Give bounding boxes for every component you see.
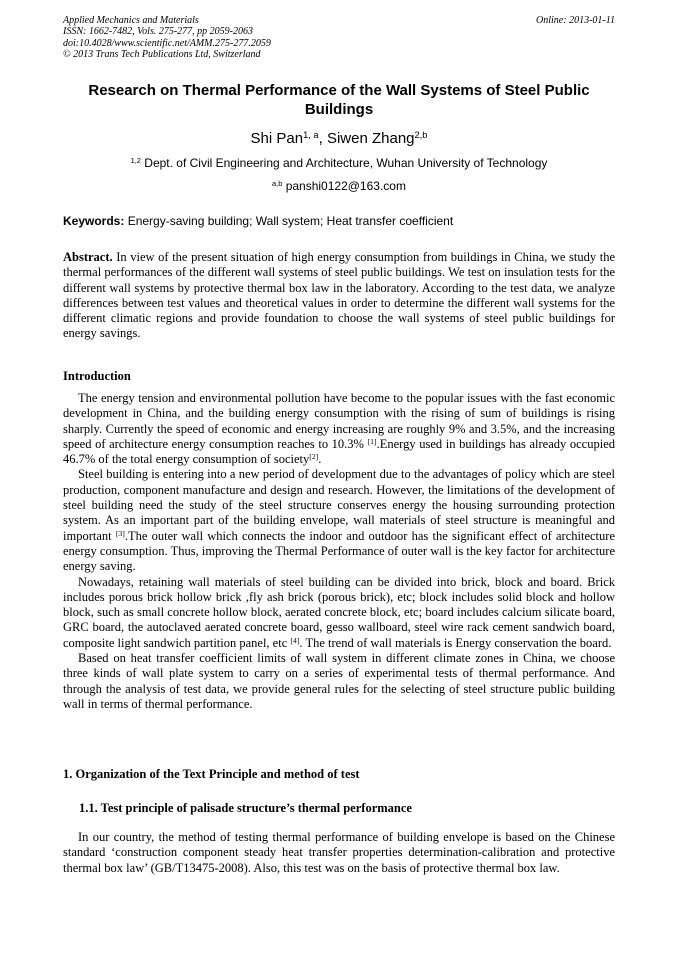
- section-1-1-paragraph: In our country, the method of testing thermal performance of building envelope is based on the Chinese standard ‘construction component steady heat transfer properties determination-calibration and protective thermal box law’ (GB/T13475-2008). Also, this test was on the basis of protective thermal box law.: [63, 830, 615, 875]
- intro-p3-text-b: . The trend of wall materials is Energy conservation the board.: [299, 635, 612, 650]
- affiliation-text: Dept. of Civil Engineering and Architecture, Wuhan University of Technology: [140, 156, 548, 170]
- citation-4: [4]: [290, 635, 300, 645]
- intro-paragraph-4: Based on heat transfer coefficient limits of wall system in different climate zones in China, we choose three kinds of wall plate system to carry on a series of experimental tests of thermal performance. And through the analysis of test data, we provide general rules for the selecting of steel structure public building wall in terms of thermal performance.: [63, 651, 615, 711]
- section-1-heading: 1. Organization of the Text Principle and method of test: [63, 767, 360, 781]
- citation-2: [2]: [309, 451, 319, 461]
- email-line: [63, 179, 615, 194]
- author-line: [63, 130, 615, 148]
- intro-p2-text-a: Steel building is entering into a new period of development due to the advantages of policy which are steel production, component manufacture and design and research. However, the limitations of the development of steel building need the study of the steel structure conserves energy the housing surrounding protection system. As an important part of the building envelope, wall materials of steel structure is meaningful and important: [63, 467, 615, 543]
- intro-paragraph-1: [63, 391, 615, 467]
- intro-p3-text-a: Nowadays, retaining wall materials of steel building can be divided into brick, block and board. Brick includes porous brick hollow brick ,fly ash brick (porous brick), etc; block includes solid block and hollow block, such as small concrete hollow block, aerated concrete block, etc; board includes calcium silicate board, GRC board, the autoclaved aerated concrete board, gesso wallboard, steel wire rack cement sandwich board, composite light sandwich partition panel, etc: [63, 574, 615, 650]
- intro-p1-text-a: The energy tension and environmental pollution have become to the popular issues with the fast economic development in China, and the building energy consumption with the rising of sum of buildings is rising sharply. Currently the speed of economic and energy increasing are roughly 9% and 3.5%, and the increasing speed of architecture energy consumption reaches to 10.3%: [63, 391, 615, 451]
- email-mark: a,b: [272, 178, 283, 188]
- intro-p1-text-b: .Energy used in buildings has already occupied 46.7% of the total energy consumption of society: [63, 436, 615, 467]
- citation-1: [1]: [367, 436, 377, 446]
- keywords-text: Energy-saving building; Wall system; Heat transfer coefficient: [124, 214, 454, 228]
- doi-line: doi:10.4028/www.scientific.net/AMM.275-277.2059: [63, 37, 271, 49]
- intro-paragraph-3: [63, 575, 615, 651]
- journal-header: [63, 15, 615, 61]
- journal-name: Applied Mechanics and Materials: [63, 15, 199, 26]
- section-1-1-heading: 1.1. Test principle of palisade structure’s thermal performance: [79, 801, 412, 815]
- copyright-line: © 2013 Trans Tech Publications Ltd, Switzerland: [63, 49, 261, 61]
- intro-p2-text-b: .The outer wall which connects the indoor and outdoor has the significant effect of architecture energy consumption. Thus, improving the Thermal Performance of outer wall is the key factor for architecture energy saving.: [63, 528, 615, 574]
- affiliation-mark: 1,2: [130, 155, 141, 165]
- online-date: Online: 2013-01-11: [536, 15, 615, 26]
- abstract: [63, 250, 615, 342]
- author-separator: ,: [318, 130, 327, 147]
- author-1: Shi Pan: [250, 130, 304, 147]
- keywords: [63, 214, 615, 229]
- introduction-heading: Introduction: [63, 369, 131, 383]
- intro-p1-text-c: .: [318, 452, 322, 467]
- author-1-affil-mark: 1, a: [303, 129, 319, 140]
- citation-3: [3]: [115, 528, 125, 538]
- email-address[interactable]: panshi0122@163.com: [282, 179, 406, 193]
- intro-paragraph-2: [63, 467, 615, 574]
- paper-title: Research on Thermal Performance of the Wall Systems of Steel Public Buildings: [88, 82, 590, 118]
- keywords-label: Keywords:: [63, 214, 125, 228]
- introduction-body: [63, 391, 615, 712]
- abstract-text: In view of the present situation of high energy consumption from buildings in China, we study the thermal performances of the different wall systems of steel public buildings. We test on insulation tests for the different wall systems by protective thermal box law in the laboratory. According to the test data, we analyze differences between test values and theoretical values in order to determine the different wall systems for the different climatic regions and provide foundation to choose the wall systems of steel public buildings for energy savings.: [63, 250, 615, 341]
- abstract-label: Abstract.: [63, 250, 113, 264]
- affiliation: [63, 156, 615, 171]
- author-2-affil-mark: 2,b: [414, 129, 428, 140]
- issn-line: ISSN: 1662-7482, Vols. 275-277, pp 2059-2063: [63, 26, 253, 38]
- author-2: Siwen Zhang: [326, 130, 415, 147]
